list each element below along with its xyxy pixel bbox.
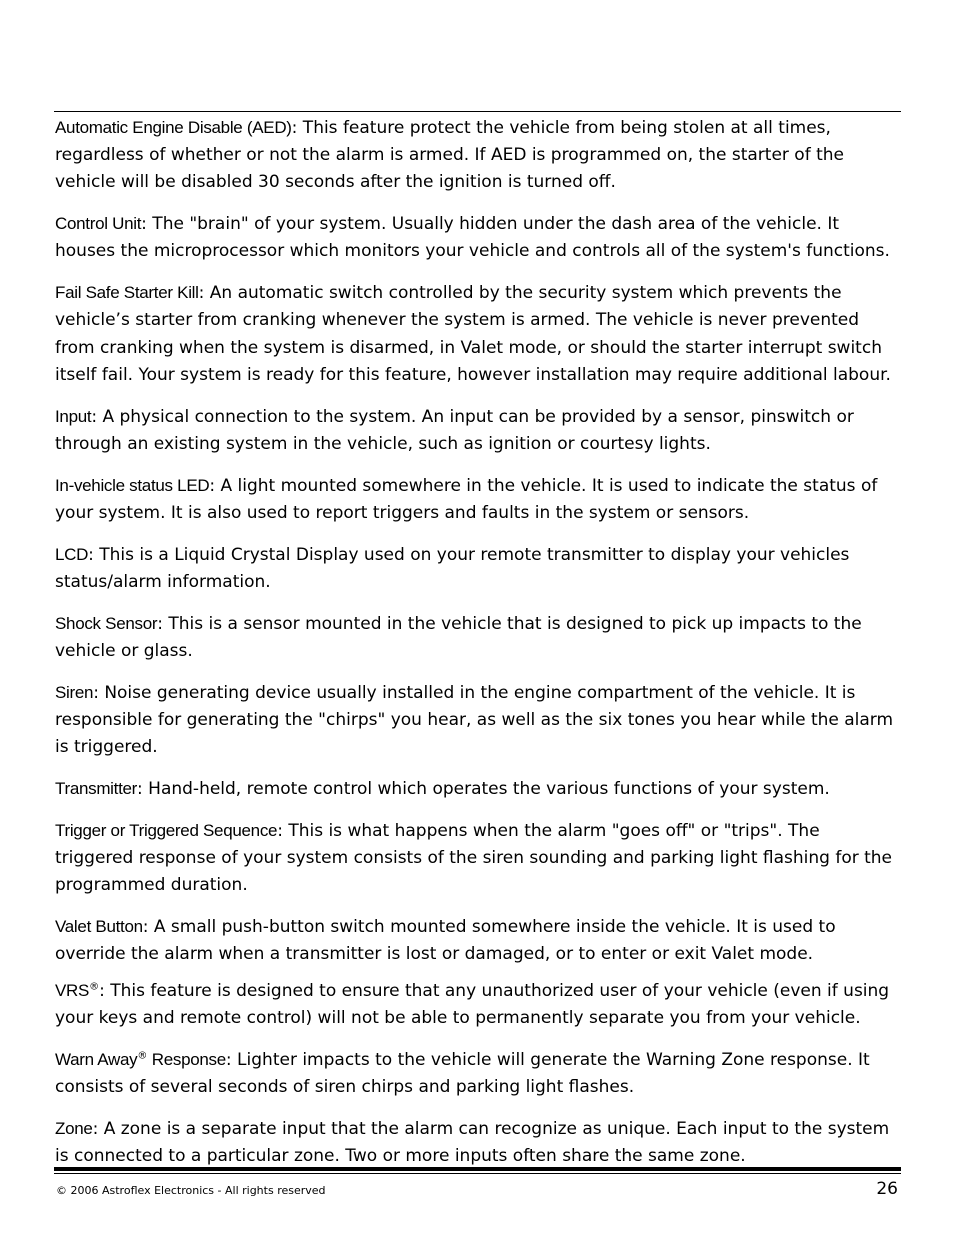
glossary-entry [55,775,900,803]
glossary-definition: : A light mounted somewhere in the vehicle. It is used to indicate the status of your system. It is also used to report triggers and faults in the system or sensors. [55,475,878,523]
glossary-entry [55,1046,900,1101]
glossary-term: VRS [55,981,90,1001]
glossary-entry [55,210,900,265]
glossary-entry [55,1115,900,1170]
glossary-term: Control Unit [55,214,142,234]
glossary-term: Zone [55,1119,93,1139]
glossary-definition: : The "brain" of your system. Usually hidden under the dash area of the vehicle. It houses the microprocessor which monitors your vehicle and controls all of the system's functions. [55,214,890,262]
glossary-definition: : A zone is a separate input that the alarm can recognize as unique. Each input to the system is connected to a particular zone. Two or more inputs often share the same zone. [55,1119,890,1167]
glossary-list [55,114,900,1171]
glossary-definition: : Noise generating device usually installed in the engine compartment of the vehicle. It is responsible for generating the "chirps" you hear, as well as the six tones you hear while the alarm is triggered. [55,682,894,758]
glossary-entry [55,541,900,596]
glossary-entry [55,817,900,900]
glossary-definition: : This is a sensor mounted in the vehicle that is designed to pick up impacts to the vehicle or glass. [55,613,862,661]
glossary-term: Trigger or Triggered Sequence [55,820,278,840]
glossary-definition: : A physical connection to the system. An input can be provided by a sensor, pinswitch or through an existing system in the vehicle, such as ignition or courtesy lights. [55,406,854,454]
page-number: 26 [876,1179,898,1199]
header-rule [54,111,901,112]
glossary-term: Automatic Engine Disable (AED) [55,118,292,137]
glossary-entry [55,977,900,1032]
registered-mark: ® [89,981,100,993]
glossary-definition: : This is a Liquid Crystal Display used on your remote transmitter to display your vehicles status/alarm information. [55,544,850,592]
glossary-term: Valet Button [55,916,143,936]
glossary-entry [55,114,900,197]
glossary-term-suffix: Response [147,1050,226,1070]
glossary-definition: : An automatic switch controlled by the security system which prevents the vehicle’s starter from cranking whenever the system is armed. The vehicle is never prevented from cranking when the system is disarmed, in Valet mode, or should the starter interrupt switch itself fail. Your system is ready for this feature, however installation may require additional labour. [55,283,891,385]
registered-mark: ® [137,1050,148,1062]
glossary-term: Warn Away [55,1050,138,1070]
glossary-term: Siren [55,682,94,702]
footer-rule [54,1167,901,1174]
glossary-definition: : Lighter impacts to the vehicle will generate the Warning Zone response. It consists of several seconds of siren chirps and parking light flashes. [55,1050,870,1098]
glossary-entry [55,913,900,968]
glossary-entry [55,610,900,665]
glossary-term: In-vehicle status LED [55,475,210,495]
glossary-definition: : This feature protect the vehicle from being stolen at all times, regardless of whether or not the alarm is armed. If AED is programmed on, the starter of the vehicle will be disabled 30 seconds after the ignition is turned off. [55,118,844,193]
glossary-entry [55,679,900,762]
glossary-definition: : A small push-button switch mounted somewhere inside the vehicle. It is used to override the alarm when a transmitter is lost or damaged, or to enter or exit Valet mode. [55,916,836,965]
copyright-notice: © 2006 Astroflex Electronics - All rights reserved [56,1184,326,1197]
glossary-term: Transmitter [55,778,138,798]
glossary-definition: : This is what happens when the alarm "goes off" or "trips". The triggered response of your system consists of the siren sounding and parking light flashing for the programmed duration. [55,820,893,896]
glossary-entry [55,403,900,458]
glossary-term: LCD [55,544,89,564]
glossary-definition: : Hand-held, remote control which operates the various functions of your system. [137,778,830,799]
glossary-term: Fail Safe Starter Kill [55,283,199,303]
glossary-definition: : This feature is designed to ensure that any unauthorized user of your vehicle (even if using your keys and remote control) will not be able to permanently separate you from your vehicle. [55,981,890,1029]
glossary-term: Input [55,406,92,426]
glossary-entry [55,279,900,389]
glossary-entry [55,472,900,527]
glossary-term: Shock Sensor [55,613,158,633]
